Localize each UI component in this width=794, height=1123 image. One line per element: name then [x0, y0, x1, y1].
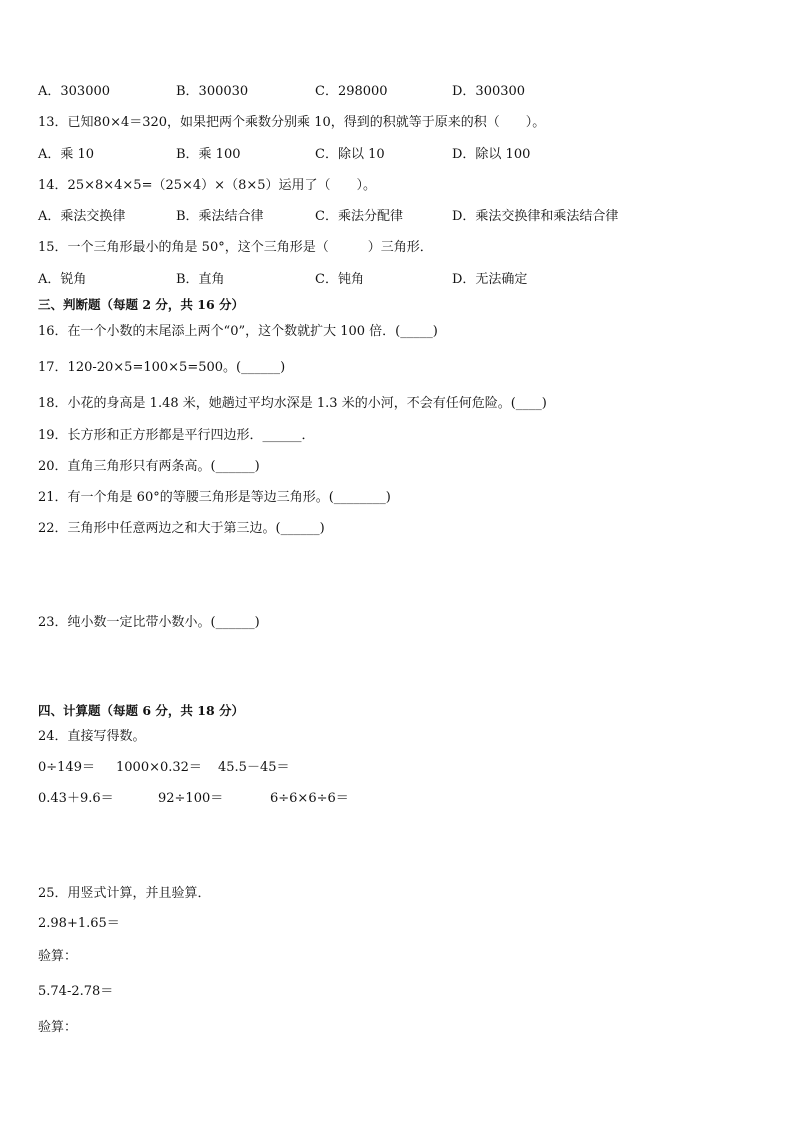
- q24-expr-4: 0.43＋9.6＝: [38, 791, 114, 806]
- q13-option-d: D．除以 100: [452, 147, 531, 162]
- q11-option-a: A．303000: [38, 84, 111, 99]
- q14-option-b: B．乘法结合律: [176, 209, 264, 224]
- judge-question-21: 21．有一个角是 60°的等腰三角形是等边三角形。(________): [38, 490, 391, 505]
- q14-text: 14．25×8×4×5=（25×4）×（8×5）运用了（ ）。: [38, 178, 377, 193]
- q14-option-a: A．乘法交换律: [38, 209, 126, 224]
- q11-option-c: C．298000: [315, 84, 388, 99]
- q13-option-c: C．除以 10: [315, 147, 385, 162]
- q15-option-d: D．无法确定: [452, 272, 528, 287]
- judge-question-18: 18．小花的身高是 1.48 米，她趟过平均水深是 1.3 米的小河，不会有任何危险。(____): [38, 396, 547, 411]
- judge-question-22: 22．三角形中任意两边之和大于第三边。(______): [38, 521, 325, 536]
- q15-option-b: B．直角: [176, 272, 225, 287]
- judge-question-16: 16．在一个小数的末尾添上两个“0”，这个数就扩大 100 倍．(_____): [38, 324, 438, 339]
- q15-option-a: A．锐角: [38, 272, 87, 287]
- q24-title: 24．直接写得数。: [38, 729, 146, 744]
- section-3-heading: 三、判断题（每题 2 分，共 16 分）: [38, 297, 245, 312]
- q24-expr-5: 92÷100＝: [158, 791, 224, 806]
- section-4-heading: 四、计算题（每题 6 分，共 18 分）: [38, 703, 245, 718]
- q25-expr-2: 5.74-2.78＝: [38, 984, 114, 999]
- judge-question-23: 23．纯小数一定比带小数小。(______): [38, 615, 260, 630]
- judge-question-20: 20．直角三角形只有两条高。(______): [38, 459, 260, 474]
- q15-option-c: C．钝角: [315, 272, 364, 287]
- q14-option-c: C．乘法分配律: [315, 209, 403, 224]
- q14-option-d: D．乘法交换律和乘法结合律: [452, 209, 619, 224]
- judge-question-19: 19．长方形和正方形都是平行四边形．______．: [38, 428, 315, 443]
- judge-question-17: 17．120-20×5=100×5=500。(______): [38, 360, 286, 375]
- q11-option-b: B．300030: [176, 84, 249, 99]
- q25-expr-1: 2.98+1.65＝: [38, 916, 120, 931]
- q25-check-2: 验算：: [38, 1020, 78, 1035]
- q24-expr-1: 0÷149＝: [38, 760, 95, 775]
- q13-option-b: B．乘 100: [176, 147, 241, 162]
- q24-expr-3: 45.5－45＝: [218, 760, 290, 775]
- q11-option-d: D．300300: [452, 84, 526, 99]
- q13-text: 13．已知80×4＝320，如果把两个乘数分别乘 10，得到的积就等于原来的积（ ）。: [38, 115, 546, 130]
- q15-text: 15．一个三角形最小的角是 50°，这个三角形是（ ）三角形．: [38, 240, 433, 255]
- q25-check-1: 验算：: [38, 949, 78, 964]
- q25-title: 25．用竖式计算，并且验算．: [38, 886, 211, 901]
- q13-option-a: A．乘 10: [38, 147, 95, 162]
- q24-expr-2: 1000×0.32＝: [116, 760, 202, 775]
- q24-expr-6: 6÷6×6÷6＝: [270, 791, 349, 806]
